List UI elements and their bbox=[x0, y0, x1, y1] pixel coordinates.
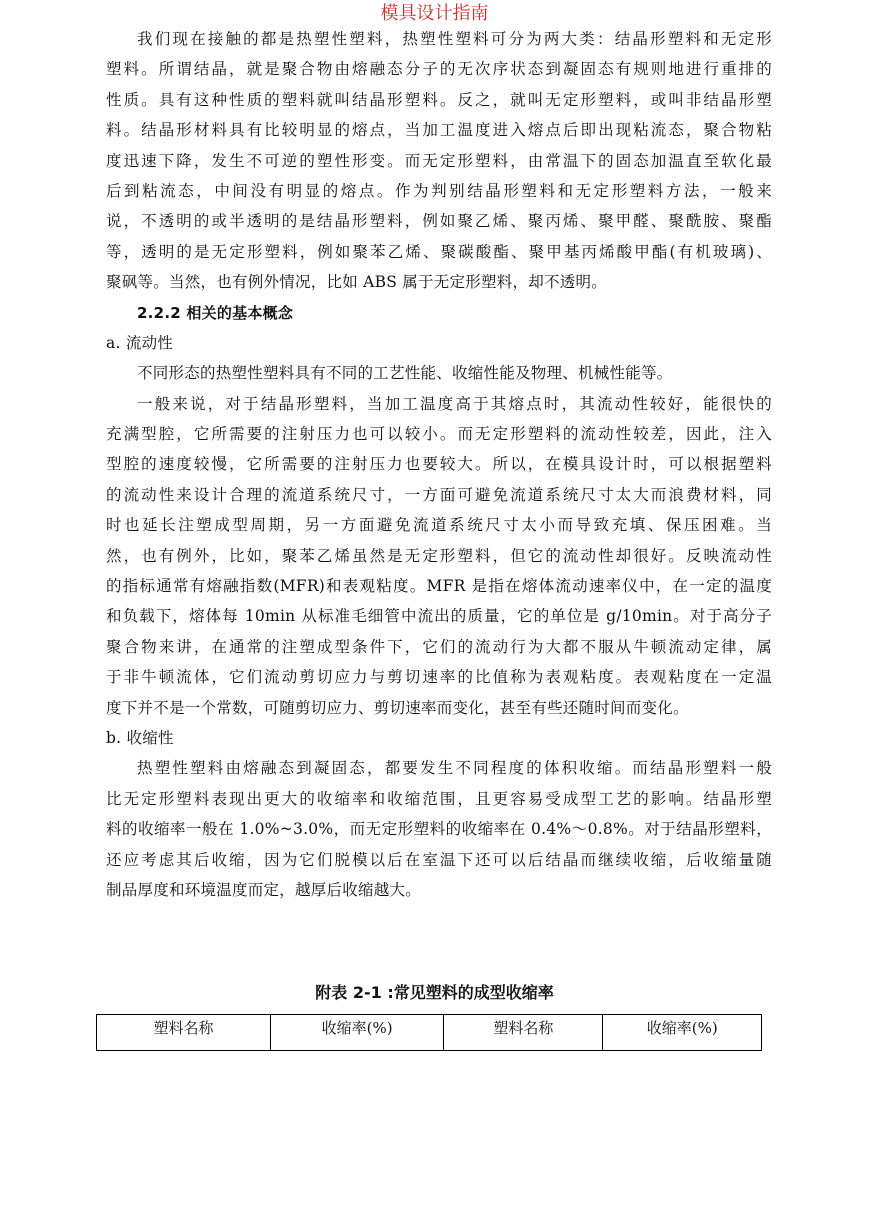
subsection-label: b. 收缩性 bbox=[106, 728, 174, 747]
text-line: 制品厚度和环境温度而定，越厚后收缩越大。 bbox=[106, 880, 422, 899]
text-line: 性质。具有这种性质的塑料就叫结晶形塑料。反之，就叫无定形塑料，或叫非结晶形塑 bbox=[106, 90, 772, 109]
section-heading: 2.2.2 相关的基本概念 bbox=[137, 303, 294, 322]
subsection-label: a. 流动性 bbox=[106, 333, 174, 352]
table-header-row bbox=[97, 1015, 762, 1051]
table-header-cell: 收缩率(%) bbox=[270, 1015, 443, 1051]
shrinkage-table bbox=[96, 1014, 762, 1051]
text-line: 等，透明的是无定形塑料，例如聚苯乙烯、聚碳酸酯、聚甲基丙烯酸甲酯(有机玻璃)、 bbox=[106, 242, 772, 261]
text-line: 我们现在接触的都是热塑性塑料，热塑性塑料可分为两大类：结晶形塑料和无定形 bbox=[137, 30, 772, 48]
table-header-cell: 收缩率(%) bbox=[603, 1015, 762, 1051]
document-body bbox=[106, 24, 772, 905]
table-header-cell: 塑料名称 bbox=[97, 1015, 271, 1051]
text-line: 充满型腔，它所需要的注射压力也可以较小。而无定形塑料的流动性较差，因此，注入 bbox=[106, 425, 772, 444]
text-line: 的流动性来设计合理的流道系统尺寸，一方面可避免流道系统尺寸太大而浪费材料，同 bbox=[106, 485, 772, 504]
text-line: 度迅速下降，发生不可逆的塑性形变。而无定形塑料，由常温下的固态加温直至软化最 bbox=[106, 151, 772, 170]
text-line: 的指标通常有熔融指数(MFR)和表观粘度。MFR 是指在熔体流动速率仪中，在一定的温度 bbox=[106, 577, 772, 596]
text-line: 说，不透明的或半透明的是结晶形塑料，例如聚乙烯、聚丙烯、聚甲醛、聚酰胺、聚酯 bbox=[106, 212, 772, 231]
text-line: 还应考虑其后收缩，因为它们脱模以后在室温下还可以后结晶而继续收缩，后收缩量随 bbox=[106, 850, 772, 869]
text-line: 型腔的速度较慢，它所需要的注射压力也要较大。所以，在模具设计时，可以根据塑料 bbox=[106, 455, 772, 474]
text-line: 后到粘流态，中间没有明显的熔点。作为判别结晶形塑料和无定形塑料方法，一般来 bbox=[106, 181, 772, 200]
text-line: 塑料。所谓结晶，就是聚合物由熔融态分子的无次序状态到凝固态有规则地进行重排的 bbox=[106, 60, 772, 79]
text-line: 和负载下，熔体每 10min 从标准毛细管中流出的质量，它的单位是 g/10min。对于高分子 bbox=[106, 607, 772, 626]
text-line: 于非牛顿流体，它们流动剪切应力与剪切速率的比值称为表观粘度。表观粘度在一定温 bbox=[106, 668, 772, 687]
text-line: 一般来说，对于结晶形塑料，当加工温度高于其熔点时，其流动性较好，能很快的 bbox=[137, 394, 772, 413]
text-line: 热塑性塑料由熔融态到凝固态，都要发生不同程度的体积收缩。而结晶形塑料一般 bbox=[137, 759, 772, 778]
table-caption: 附表 2-1 :常见塑料的成型收缩率 bbox=[315, 983, 554, 1002]
text-line: 料的收缩率一般在 1.0%~3.0%，而无定形塑料的收缩率在 0.4%～0.8%。对于结晶形塑料， bbox=[106, 820, 772, 839]
text-line: 比无定形塑料表现出更大的收缩率和收缩范围，且更容易受成型工艺的影响。结晶形塑 bbox=[106, 789, 772, 808]
page-title: 模具设计指南 bbox=[380, 3, 489, 24]
text-line: 度下并不是一个常数，可随剪切应力、剪切速率而变化，甚至有些还随时间而变化。 bbox=[106, 698, 689, 717]
text-line: 时也延长注塑成型周期，另一方面避免流道系统尺寸太小而导致充填、保压困难。当 bbox=[106, 516, 772, 535]
text-line: 聚砜等。当然，也有例外情况，比如 ABS 属于无定形塑料，却不透明。 bbox=[106, 273, 608, 292]
text-line: 聚合物来讲，在通常的注塑成型条件下，它们的流动行为大都不服从牛顿流动定律，属 bbox=[106, 637, 772, 656]
text-line: 不同形态的热塑性塑料具有不同的工艺性能、收缩性能及物理、机械性能等。 bbox=[137, 364, 673, 383]
table-header-cell: 塑料名称 bbox=[444, 1015, 603, 1051]
text-line: 料。结晶形材料具有比较明显的熔点，当加工温度进入熔点后即出现粘流态，聚合物粘 bbox=[106, 121, 772, 140]
text-line: 然，也有例外，比如，聚苯乙烯虽然是无定形塑料，但它的流动性却很好。反映流动性 bbox=[106, 546, 772, 565]
